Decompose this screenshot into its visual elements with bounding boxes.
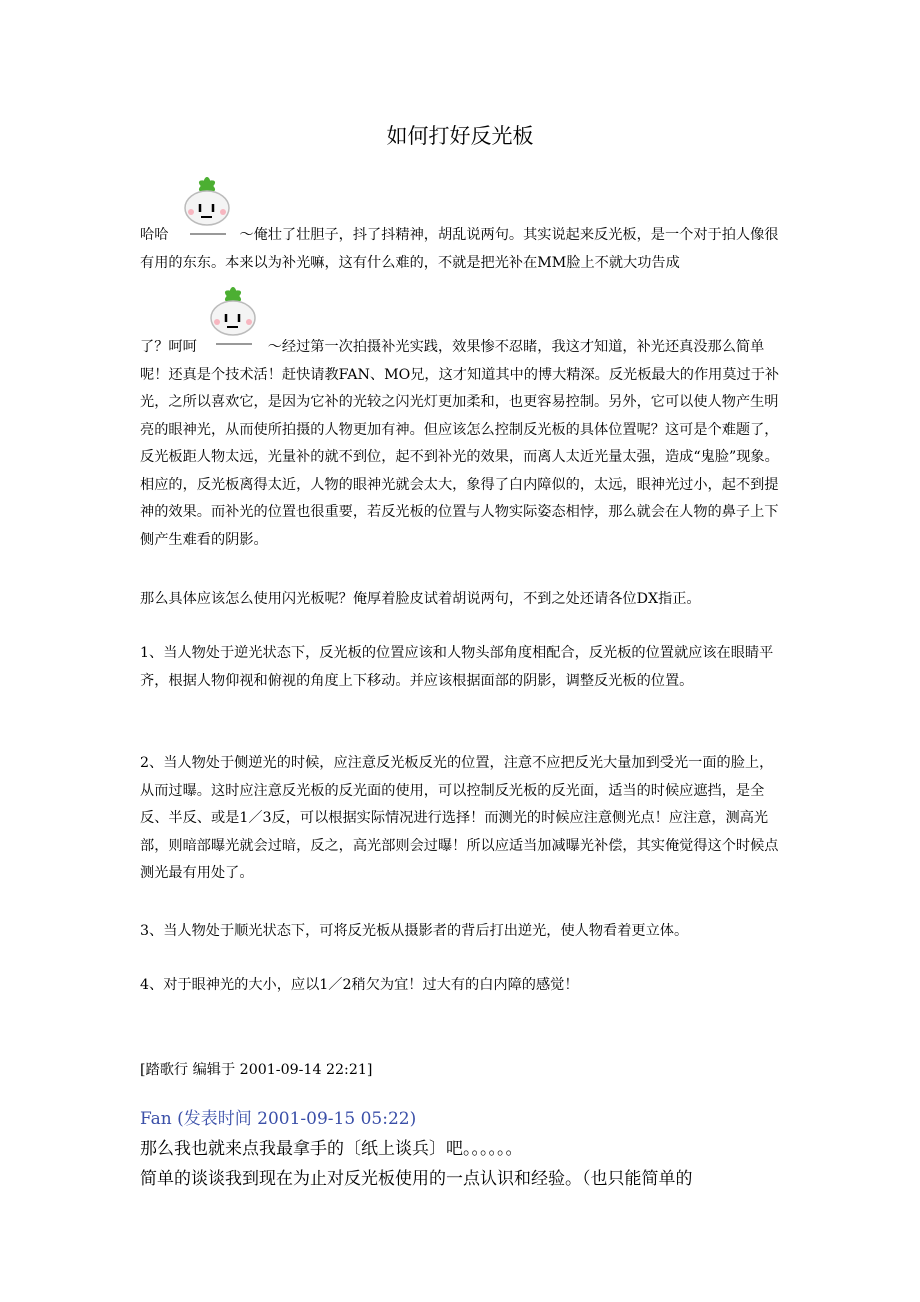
reply-line-2: 简单的谈谈我到现在为止对反光板使用的一点认识和经验。（也只能简单的 [140, 1169, 693, 1189]
paragraph-experience: 了？呵呵 ～经过第一次拍摄补光实践，效果惨不忍睹，我这才知道，补光还真没那么简单呢！还真是个技术活！赶快请教FAN、MO兄，这才知道其中的博大精深。反光板最大的作用莫过于补光，之所以喜欢它，是因为它补的光较之闪光灯更加柔和，也更容易控制。另外，它可以使人物产生明亮的眼神光，从而使所拍摄的人物更加有神。但应该怎么控制反光板的具体位置呢？这可是个难题了，反光板距人物太远，光量补的就不到位，起不到补光的效果，而离人太近光量太强，造成“鬼脸”现象。相应的，反光板离得太近，人物的眼神光就会太大，象得了白内障似的，太远，眼神光过小，起不到提神的效果。而补光的位置也很重要，若反光板的位置与人物实际姿态相悖，那么就会在人物的鼻子上下侧产生难看的阴影。 [140, 339, 780, 548]
reply-header: Fan (发表时间 2001-09-15 05:22) [140, 1109, 417, 1129]
paragraph-intro: 哈哈 ～俺壮了壮胆子，抖了抖精神，胡乱说两句。其实说起来反光板，是一个对于拍人像很有用的东东。本来以为补光嘛，这有什么难的，不就是把光补在MM脸上不就大功告成 [140, 227, 779, 271]
paragraph-question: 那么具体应该怎么使用闪光板呢？俺厚着脸皮试着胡说两句，不到之处还请各位DX指正。 [140, 591, 701, 607]
tip-1: 1、当人物处于逆光状态下，反光板的位置应该和人物头部角度相配合，反光板的位置就应该在眼睛平齐，根据人物仰视和俯视的角度上下移动。并应该根据面部的阴影，调整反光板的位置。 [140, 645, 774, 689]
tip-2: 2、当人物处于侧逆光的时候，应注意反光板反光的位置，注意不应把反光大量加到受光一面的脸上，从而过曝。这时应注意反光板的反光面的使用，可以控制反光板的反光面，适当的时候应遮挡，是全反、半反、或是1／3反，可以根据实际情况进行选择！而测光的时候应注意侧光点！应注意，测高光部，则暗部曝光就会过暗，反之，高光部则会过曝！所以应适当加减曝光补偿，其实俺觉得这个时候点测光最有用处了。 [140, 755, 779, 881]
reply-line-1: 那么我也就来点我最拿手的〔纸上谈兵〕吧。。。。。。 [140, 1139, 523, 1159]
page-title: 如何打好反光板 [386, 124, 534, 148]
tip-3: 3、当人物处于顺光状态下，可将反光板从摄影者的背后打出逆光，使人物看着更立体。 [140, 923, 689, 939]
tip-4: 4、对于眼神光的大小，应以1／2稍欠为宜！过大有的白内障的感觉！ [140, 977, 579, 993]
reply-body [140, 1134, 790, 1194]
edit-note: [踏歌行 编辑于 2001-09-14 22:21] [140, 1062, 373, 1078]
